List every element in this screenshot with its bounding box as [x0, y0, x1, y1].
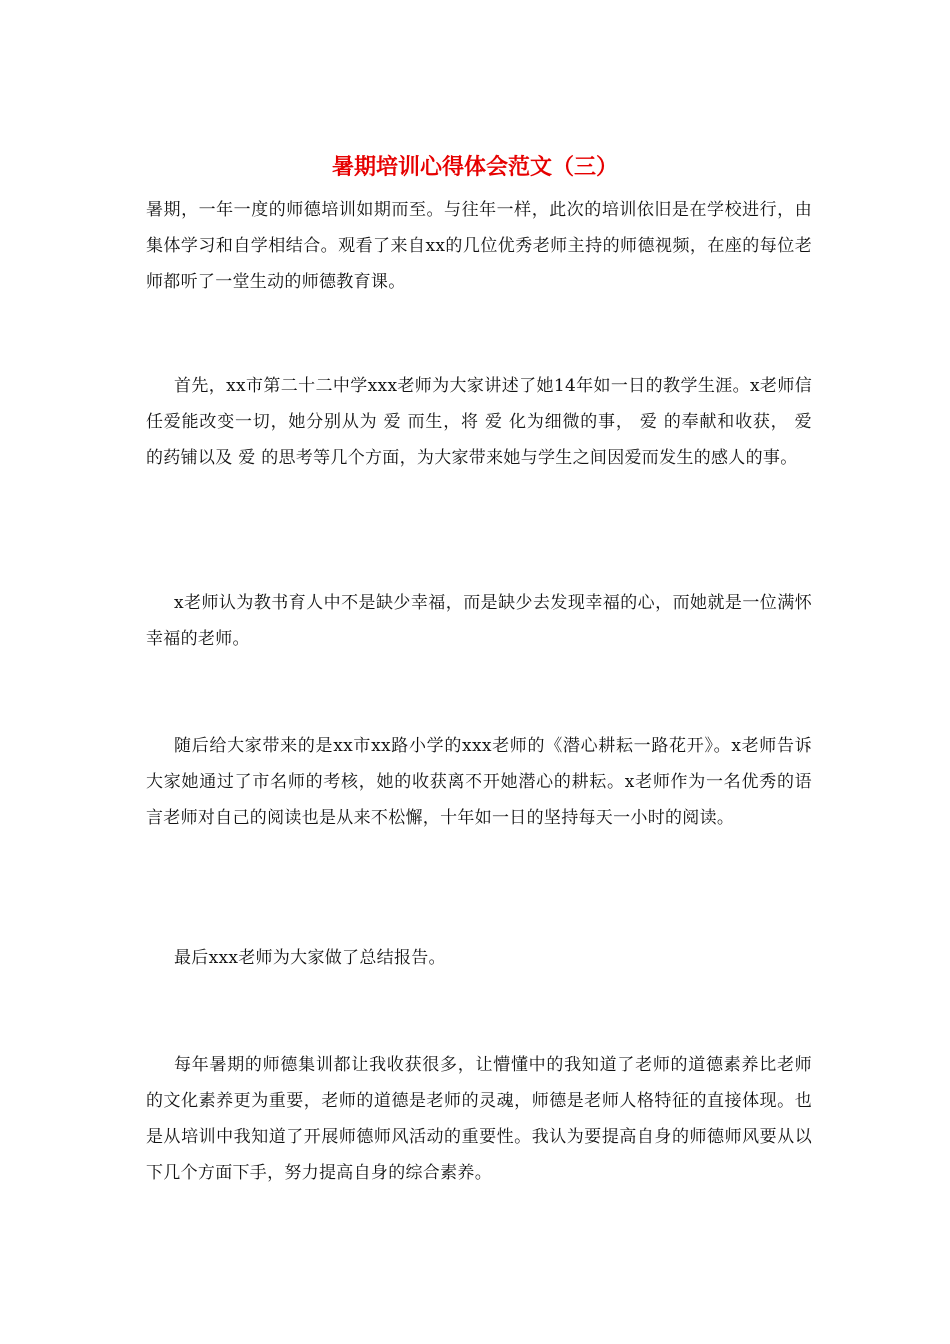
paragraph-1: 暑期，一年一度的师德培训如期而至。与往年一样，此次的培训依旧是在学校进行，由集体学习和自学相结合。观看了来自xx的几位优秀老师主持的师德视频，在座的每位老师都听了一堂生动的师德教育课。: [146, 200, 812, 292]
document-title: 暑期培训心得体会范文（三）: [331, 154, 618, 180]
paragraph-5: 最后xxx老师为大家做了总结报告。: [174, 948, 446, 968]
paragraph-3: x老师认为教书育人中不是缺少幸福，而是缺少去发现幸福的心，而她就是一位满怀幸福的老师。: [146, 593, 812, 649]
paragraph-6: 每年暑期的师德集训都让我收获很多，让懵懂中的我知道了老师的道德素养比老师的文化素养更为重要，老师的道德是老师的灵魂，师德是老师人格特征的直接体现。也是从培训中我知道了开展师德师风活动的重要性。我认为要提高自身的师德师风要从以下几个方面下手，努力提高自身的综合素养。: [146, 1055, 812, 1183]
paragraph-4: 随后给大家带来的是xx市xx路小学的xxx老师的《潜心耕耘一路花开》。x老师告诉大家她通过了市名师的考核，她的收获离不开她潜心的耕耘。x老师作为一名优秀的语言老师对自己的阅读也是从来不松懈，十年如一日的坚持每天一小时的阅读。: [146, 736, 812, 828]
paragraph-2: 首先，xx市第二十二中学xxx老师为大家讲述了她14年如一日的教学生涯。x老师信任爱能改变一切，她分别从为 爱 而生，将 爱 化为细微的事， 爱 的奉献和收获， 爱 的药铺以及 爱 的思考等几个方面，为大家带来她与学生之间因爱而发生的感人的事。: [146, 376, 812, 468]
